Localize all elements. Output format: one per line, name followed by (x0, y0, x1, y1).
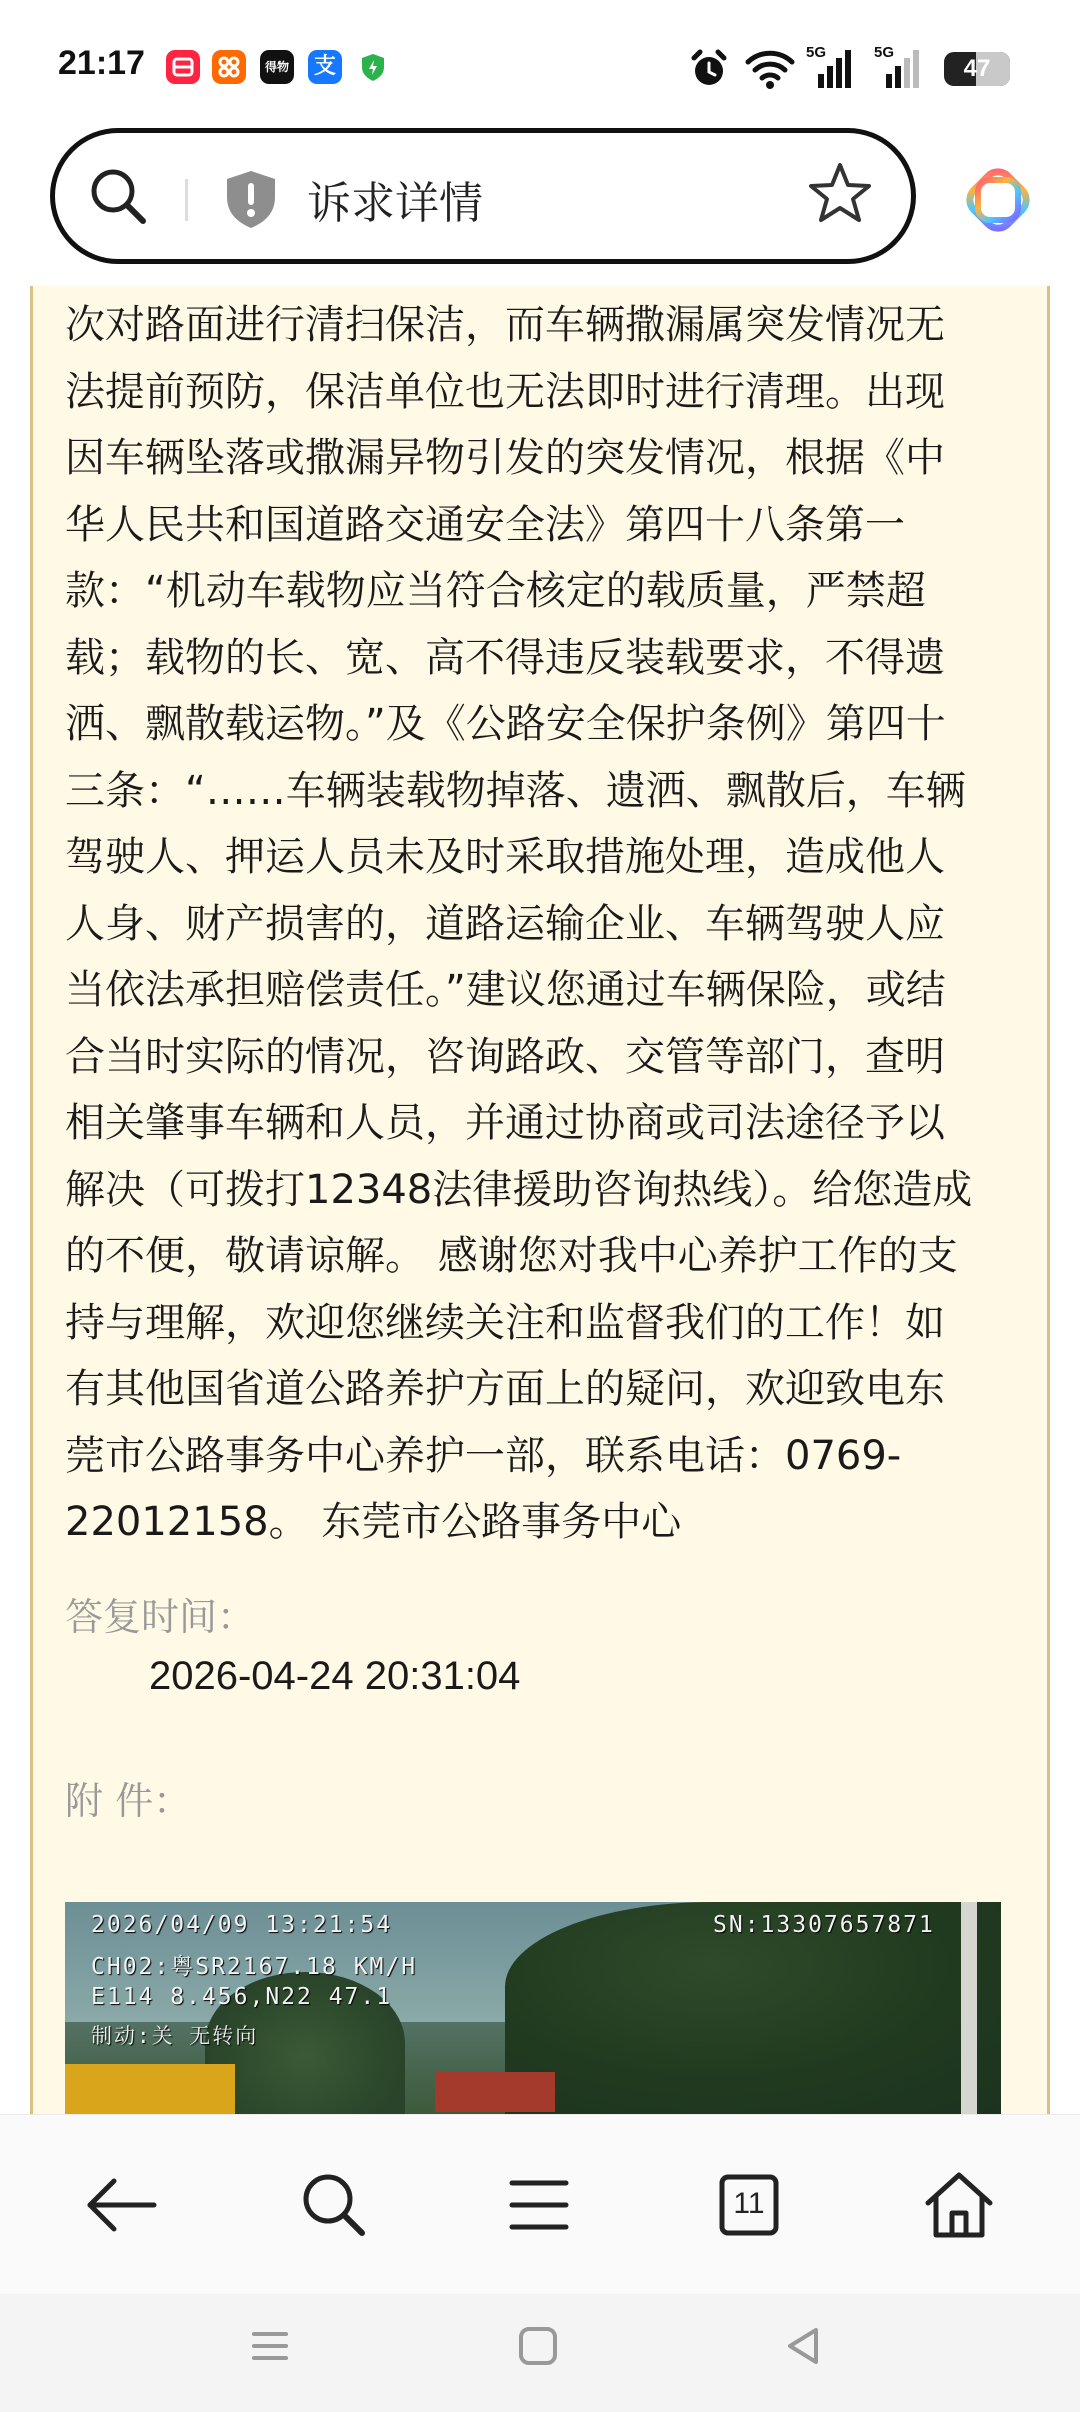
signal-2-icon (876, 48, 920, 90)
home-nav-icon[interactable] (512, 2320, 564, 2372)
address-divider (185, 179, 188, 221)
reply-line: 华人民共和国道路交通安全法》第四十八条第一 (65, 501, 905, 548)
dashcam-speed: CH02:粤SR2167.18 KM/H (91, 1954, 418, 1980)
back-arrow-icon (78, 2155, 168, 2255)
status-time: 21:17 (58, 44, 145, 82)
search-icon (288, 2155, 378, 2255)
home-button[interactable] (914, 2155, 1004, 2255)
alipay-icon (308, 50, 342, 84)
security-icon (356, 50, 390, 84)
reply-line: 法提前预防，保洁单位也无法即时进行清理。出现 (65, 368, 945, 415)
status-bar (0, 0, 1080, 128)
reply-line: 次对路面进行清扫保洁，而车辆撒漏属突发情况无 (65, 302, 945, 348)
tabs-count: 11 (733, 2187, 765, 2220)
dewu-icon-label: 得物 (264, 60, 289, 74)
reply-content (65, 292, 1050, 1556)
reply-line: 因车辆坠落或撒漏异物引发的突发情况，根据《中 (65, 435, 945, 481)
page-title[interactable]: 诉求详情 (307, 178, 483, 229)
search-button[interactable] (288, 2155, 378, 2255)
alipay-icon-label: 支 (313, 54, 336, 79)
xiaohongshu-icon (166, 50, 200, 84)
bookmark-star-icon[interactable] (805, 159, 875, 229)
back-button[interactable] (78, 2155, 168, 2255)
reply-line: 相关肇事车辆和人员，并通过协商或司法途径予以 (65, 1100, 945, 1146)
reply-line: 22012158。 东莞市公路事务中心 (65, 1499, 682, 1545)
signal-2-label: 5G (874, 44, 895, 61)
dashcam-brake: 制动:关 无转向 (91, 2024, 259, 2048)
reply-line: 人身、财产损害的，道路运输企业、车辆驾驶人应 (65, 900, 945, 947)
photo-red-truck (435, 2072, 555, 2112)
recent-apps-icon[interactable] (244, 2320, 296, 2372)
reply-line: 当依法承担赔偿责任。”建议您通过车辆保险，或结 (65, 967, 946, 1013)
battery-level: 47 (963, 55, 991, 82)
bottom-toolbar (0, 2114, 1080, 2295)
reply-time-value: 2026-04-24 20:31:04 (149, 1654, 521, 1698)
home-icon (914, 2155, 1004, 2255)
address-bar[interactable] (50, 128, 916, 264)
tabs-button[interactable] (704, 2155, 794, 2255)
browser-logo-icon[interactable] (964, 166, 1032, 234)
security-shield-icon[interactable] (221, 167, 281, 231)
dashcam-datetime: 2026/04/09 13:21:54 (91, 1912, 393, 1938)
dewu-icon (260, 50, 294, 84)
photo-yellow-truck (65, 2064, 235, 2114)
reply-line: 洒、飘散载运物。”及《公路安全保护条例》第四十 (65, 701, 946, 747)
dashcam-serial: SN:13307657871 (713, 1912, 935, 1938)
reply-time-label: 答复时间： (65, 1595, 256, 1639)
reply-line: 莞市公路事务中心养护一部，联系电话：0769- (65, 1432, 902, 1479)
reply-card (30, 286, 1050, 2114)
alarm-icon (688, 48, 730, 90)
menu-icon (494, 2155, 584, 2255)
menu-button[interactable] (494, 2155, 584, 2255)
reply-line: 解决（可拨打12348法律援助咨询热线）。给您造成 (65, 1166, 973, 1213)
content-area[interactable] (0, 286, 1080, 2114)
reply-line: 持与理解，欢迎您继续关注和监督我们的工作！如 (65, 1299, 945, 1346)
signal-1-icon (808, 48, 852, 90)
back-nav-icon[interactable] (778, 2320, 830, 2372)
reply-line: 载；载物的长、宽、高不得违反装载要求，不得遗 (65, 634, 945, 681)
reply-line: 的不便，敬请谅解。 感谢您对我中心养护工作的支 (65, 1233, 958, 1279)
reply-line: 合当时实际的情况，咨询路政、交管等部门，查明 (65, 1033, 945, 1080)
reply-line: 款：“机动车载物应当符合核定的载质量，严禁超 (65, 568, 926, 614)
dashcam-gps: E114 8.456,N22 47.1 (91, 1984, 393, 2010)
wifi-icon (744, 48, 796, 90)
attachment-label: 附 件： (65, 1779, 192, 1823)
signal-1-label: 5G (806, 44, 827, 61)
system-nav-bar (0, 2294, 1080, 2412)
reply-line: 驾驶人、押运人员未及时采取措施处理，造成他人 (65, 834, 945, 880)
search-icon[interactable] (85, 163, 153, 231)
taobao-icon (212, 50, 246, 84)
photo-pole (961, 1902, 977, 2114)
battery-icon (944, 52, 1010, 86)
reply-line: 三条：“……车辆装载物掉落、遗洒、飘散后，车辆 (65, 767, 966, 814)
reply-line: 有其他国省道公路养护方面上的疑问，欢迎致电东 (65, 1366, 945, 1412)
attachment-image[interactable] (65, 1902, 1001, 2114)
